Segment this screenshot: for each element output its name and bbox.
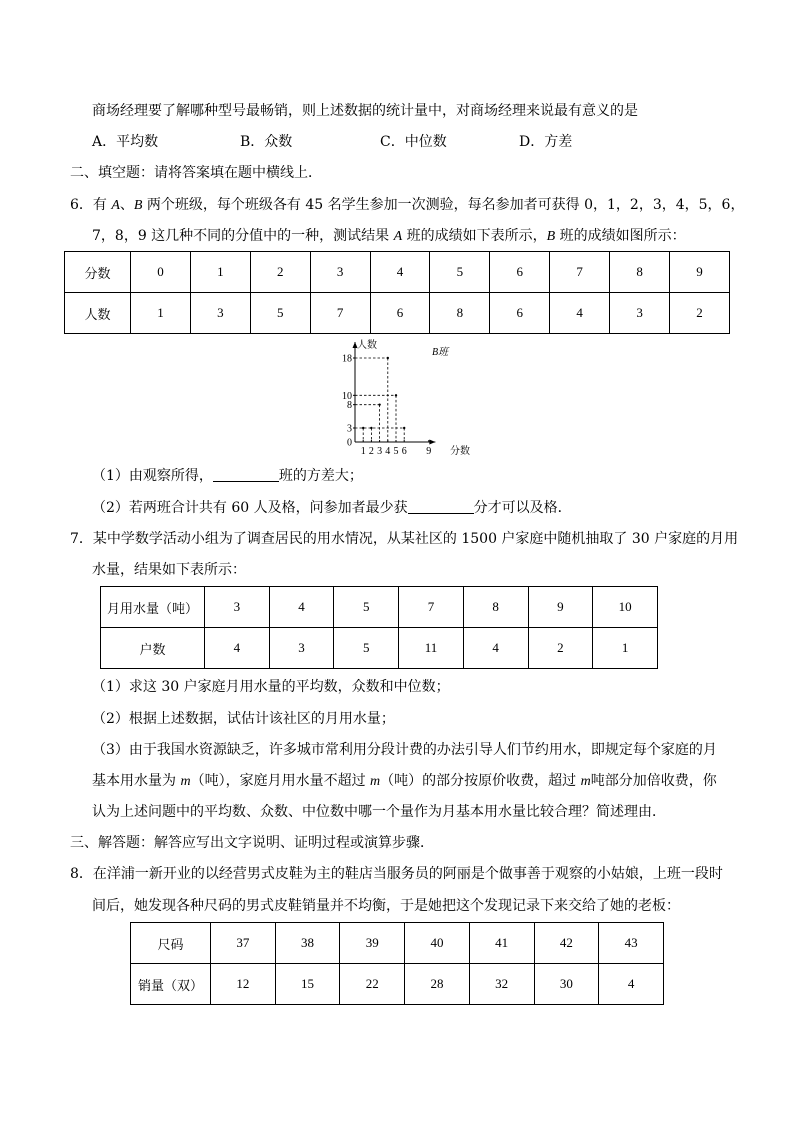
- q8-sales-6: 4: [599, 964, 664, 1005]
- q8-sales-4: 32: [469, 964, 534, 1005]
- q6-table-row2-label: 人数: [65, 293, 131, 334]
- q8-size-6: 43: [599, 923, 664, 964]
- q8-sales-1: 15: [275, 964, 340, 1005]
- q6-count-2: 5: [250, 293, 310, 334]
- q7-var-m-2: m: [370, 774, 381, 789]
- q7-sub3-line-1: （3）由于我国水资源缺乏，许多城市常利用分段计费的办法引导人们节约用水，即规定每个家庭的月: [92, 742, 717, 758]
- q7-households-0: 4: [205, 628, 270, 669]
- q6-score-3: 3: [310, 252, 370, 293]
- q7-sub3-c: （吨）的部分按原价收费，超过: [380, 773, 581, 789]
- q7-line-2: 水量，结果如下表所示：: [92, 562, 246, 578]
- q8-size-4: 41: [469, 923, 534, 964]
- q6-line2-class-a: A: [393, 229, 403, 244]
- q6-line1-pre: 6．有: [70, 197, 112, 213]
- chart-y-tick-2: 8: [347, 400, 352, 412]
- chart-x-tick-6: 9: [426, 446, 432, 457]
- q6-sub1-post: 班的方差大；: [278, 468, 363, 484]
- chart-x-tick-0: 1: [360, 446, 366, 457]
- chart-x-tick-3: 4: [385, 446, 391, 457]
- chart-ylabel: 人数: [357, 340, 377, 351]
- q6-count-9: 2: [670, 293, 730, 334]
- q6-line2-pre: 7，8，9 这几种不同的分值中的一种，测试结果: [92, 228, 394, 244]
- q7-households-4: 4: [463, 628, 528, 669]
- q7-households-6: 1: [593, 628, 658, 669]
- q7-sub3-line-3: 认为上述问题中的平均数、众数、中位数中哪一个量作为月基本用水量比较合理？简述理由．: [92, 804, 666, 820]
- chart-xlabel: 分数: [450, 446, 470, 457]
- q6-class-b: B: [133, 198, 143, 213]
- q7-sub3-line-2: [92, 771, 717, 792]
- q6-count-7: 4: [550, 293, 610, 334]
- chart-y-tick-1: 3: [347, 423, 352, 435]
- q6-class-a: A: [111, 198, 120, 213]
- q7-sub3-a: 基本用水量为: [92, 773, 181, 789]
- q7-households-2: 5: [334, 628, 399, 669]
- q6-score-4: 4: [370, 252, 430, 293]
- q6-line2-post: 班的成绩如图所示：: [555, 228, 686, 244]
- q5-option-d: D．方差: [519, 134, 573, 150]
- q5-option-a: A．平均数: [92, 134, 159, 150]
- q6-sub1: [92, 466, 363, 486]
- q8-sales-0: 12: [211, 964, 276, 1005]
- q6-count-8: 3: [610, 293, 670, 334]
- q6-line-1: [70, 195, 744, 216]
- chart-x-arrow: [429, 440, 435, 445]
- q8-size-2: 39: [340, 923, 405, 964]
- chart-x-tick-1: 2: [368, 446, 374, 457]
- q6-line2-class-b: B: [546, 229, 556, 244]
- q7-usage-1: 4: [269, 587, 334, 628]
- chart-guides: [355, 357, 405, 442]
- q5-option-b: B．众数: [240, 134, 293, 150]
- q6-score-0: 0: [131, 252, 191, 293]
- q6-score-5: 5: [430, 252, 490, 293]
- q6-score-6: 6: [490, 252, 550, 293]
- q7-usage-2: 5: [334, 587, 399, 628]
- q7-usage-0: 3: [205, 587, 270, 628]
- q7-households-1: 3: [269, 628, 334, 669]
- chart-point-6: [403, 427, 405, 429]
- q7-sub3-d: 吨部分加倍收费，你: [590, 773, 717, 789]
- q8-line-1: 8．在洋浦一新开业的以经营男式皮鞋为主的鞋店当服务员的阿丽是个做事善于观察的小姑娘，上班一段时: [70, 866, 723, 882]
- chart-y-tick-3: 10: [342, 390, 352, 402]
- q8-size-1: 38: [275, 923, 340, 964]
- q6-sub2-pre: （2）若两班合计共有 60 人及格，问参加者最少获: [92, 500, 408, 516]
- q6-score-1: 1: [190, 252, 250, 293]
- q7-var-m-1: m: [180, 774, 191, 789]
- q6-sub2: [92, 498, 572, 518]
- q7-sub1: （1）求这 30 户家庭月用水量的平均数，众数和中位数；: [92, 679, 450, 695]
- q6-score-2: 2: [250, 252, 310, 293]
- q8-sales-2: 22: [340, 964, 405, 1005]
- q8-line-2: 间后，她发现各种尺码的男式皮鞋销量并不均衡，于是她把这个发现记录下来交给了她的老板：: [92, 898, 680, 914]
- q5-option-c: C．中位数: [380, 134, 447, 150]
- chart-x-tick-4: 5: [393, 446, 399, 457]
- q6-sub2-post: 分才可以及格．: [473, 500, 572, 516]
- chart-x-tick-2: 3: [377, 446, 383, 457]
- q7-usage-3: 7: [399, 587, 464, 628]
- q7-usage-4: 8: [463, 587, 528, 628]
- q7-sub2: （2）根据上述数据，试估计该社区的月用水量；: [92, 711, 395, 727]
- q7-sub3-b: （吨），家庭月用水量不超过: [190, 773, 371, 789]
- q7-usage-6: 10: [593, 587, 658, 628]
- q8-shoe-table: [130, 922, 664, 1005]
- q6-line1-mid2: 两个班级，每个班级各有 45 名学生参加一次测验，每名参加者可获得 0，1，2，3，4，5，6，: [142, 197, 745, 213]
- q6-line2-mid: 班的成绩如下表所示，: [402, 228, 547, 244]
- q7-households-5: 2: [528, 628, 593, 669]
- q6-score-8: 8: [610, 252, 670, 293]
- q5-stem: 商场经理要了解哪种型号最畅销，则上述数据的统计量中，对商场经理来说最有意义的是: [92, 103, 638, 119]
- q6-count-5: 8: [430, 293, 490, 334]
- chart-y-tick-4: 18: [342, 353, 352, 365]
- q6-count-3: 7: [310, 293, 370, 334]
- q8-sales-3: 28: [405, 964, 470, 1005]
- q8-size-3: 40: [405, 923, 470, 964]
- chart-x-tick-5: 6: [401, 446, 407, 457]
- q6-count-6: 6: [490, 293, 550, 334]
- q6-count-0: 1: [131, 293, 191, 334]
- q8-sales-5: 30: [534, 964, 599, 1005]
- chart-y-tick-0: 0: [347, 437, 352, 449]
- q6-score-9: 9: [670, 252, 730, 293]
- q7-line-1: 7．某中学数学活动小组为了调查居民的用水情况，从某社区的 1500 户家庭中随机抽取了 30 户家庭的月用: [70, 531, 739, 547]
- q7-var-m-3: m: [580, 774, 591, 789]
- q8-table-row2-label: 销量（双）: [131, 964, 211, 1005]
- q7-table-row1-label: 月用水量（吨）: [101, 587, 205, 628]
- q7-households-3: 11: [399, 628, 464, 669]
- chart-axes: [353, 342, 436, 445]
- q8-table-row1-label: 尺码: [131, 923, 211, 964]
- q6-table-row1-label: 分数: [65, 252, 131, 293]
- q6-sub2-blank[interactable]: [408, 499, 474, 514]
- q7-usage-5: 9: [528, 587, 593, 628]
- q6-line1-mid1: 、: [119, 197, 134, 213]
- q6-sub1-pre: （1）由观察所得，: [92, 468, 213, 484]
- section-2-heading: 二、填空题：请将答案填在题中横线上．: [70, 165, 322, 181]
- chart-title: B班: [432, 347, 449, 358]
- q8-size-5: 42: [534, 923, 599, 964]
- q8-size-0: 37: [211, 923, 276, 964]
- q6-sub1-blank[interactable]: [213, 467, 279, 482]
- class-b-chart: [330, 338, 480, 460]
- q6-line-2: [92, 226, 686, 247]
- q6-count-4: 6: [370, 293, 430, 334]
- q7-water-table: [100, 586, 658, 669]
- section-3-heading: 三、解答题：解答应写出文字说明、证明过程或演算步骤．: [70, 835, 434, 851]
- q6-score-7: 7: [550, 252, 610, 293]
- q6-count-1: 3: [190, 293, 250, 334]
- q7-table-row2-label: 户数: [101, 628, 205, 669]
- q6-score-table: [64, 251, 730, 334]
